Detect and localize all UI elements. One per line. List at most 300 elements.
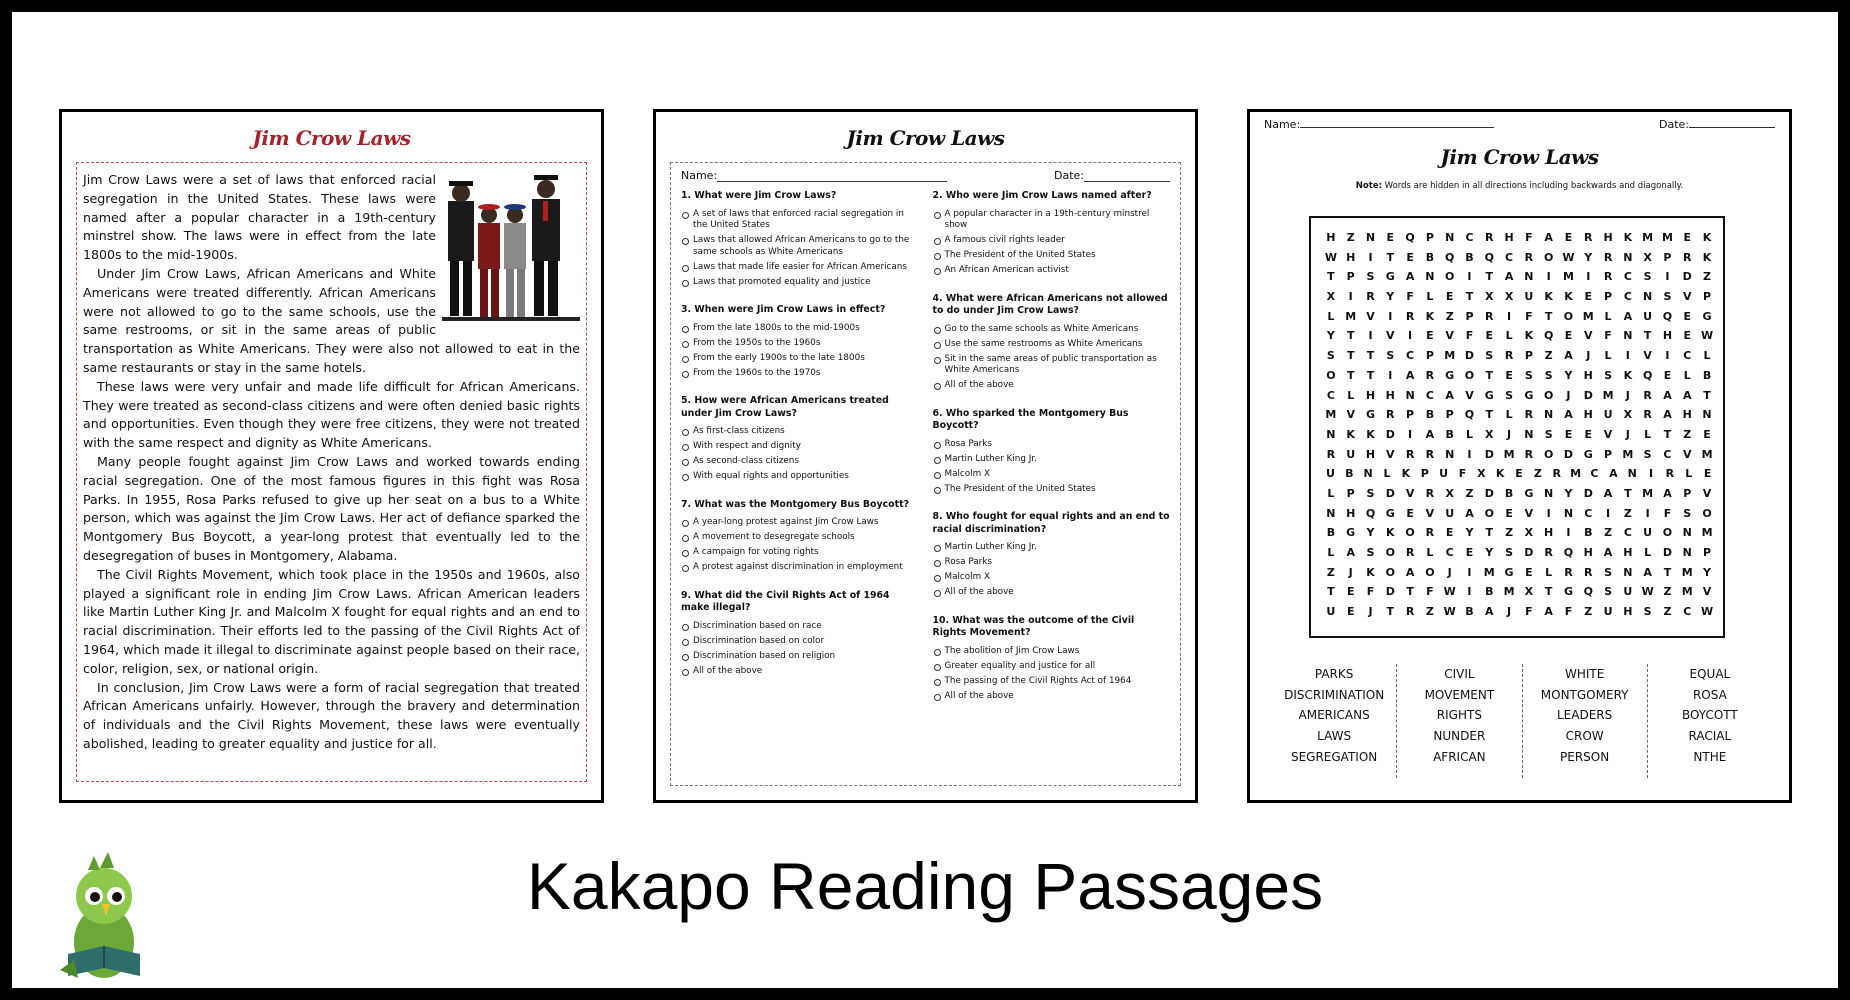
grid-letter[interactable]: S (1366, 546, 1375, 559)
grid-letter[interactable]: J (1368, 605, 1373, 619)
grid-letter[interactable]: I (1546, 506, 1551, 520)
grid-letter[interactable]: I (1408, 329, 1413, 343)
grid-letter[interactable]: I (1606, 506, 1611, 520)
grid-letter[interactable]: Q (1543, 329, 1554, 343)
grid-letter[interactable]: N (1524, 427, 1534, 441)
grid-letter[interactable]: G (1524, 388, 1534, 402)
grid-letter[interactable]: Z (1604, 526, 1613, 540)
grid-letter[interactable]: M (1562, 270, 1574, 284)
grid-letter[interactable]: T (1386, 605, 1395, 619)
grid-letter[interactable]: L (1505, 329, 1513, 343)
grid-letter[interactable]: A (1564, 408, 1573, 422)
grid-letter[interactable]: M (1444, 349, 1456, 363)
grid-letter[interactable]: V (1386, 447, 1395, 461)
answer-option[interactable]: From the late 1800s to the mid-1900s (681, 323, 919, 335)
grid-letter[interactable]: R (1584, 231, 1593, 244)
grid-letter[interactable]: A (1643, 565, 1652, 579)
grid-letter[interactable]: R (1564, 565, 1573, 579)
grid-letter[interactable]: Z (1465, 486, 1474, 500)
answer-option[interactable]: Laws that made life easier for African Americans (681, 262, 919, 274)
grid-letter[interactable]: R (1665, 467, 1675, 481)
grid-letter[interactable]: U (1346, 447, 1356, 461)
grid-letter[interactable]: C (1683, 349, 1692, 363)
grid-letter[interactable]: I (1645, 506, 1650, 520)
ws-date-line[interactable] (1689, 127, 1775, 128)
grid-letter[interactable]: L (1644, 546, 1652, 559)
grid-letter[interactable]: N (1405, 388, 1415, 402)
grid-letter[interactable]: N (1445, 231, 1455, 244)
grid-letter[interactable]: X (1524, 585, 1534, 599)
grid-letter[interactable]: H (1583, 546, 1593, 559)
grid-letter[interactable]: Z (1326, 565, 1335, 579)
grid-letter[interactable]: A (1603, 486, 1613, 500)
grid-letter[interactable]: V (1584, 329, 1593, 343)
grid-letter[interactable]: B (1425, 408, 1435, 422)
grid-letter[interactable]: F (1525, 231, 1533, 244)
grid-letter[interactable]: R (1524, 447, 1534, 461)
grid-letter[interactable]: V (1465, 388, 1474, 402)
grid-letter[interactable]: W (1324, 250, 1337, 264)
grid-letter[interactable]: H (1346, 506, 1356, 520)
grid-letter[interactable]: K (1495, 467, 1505, 481)
grid-letter[interactable]: O (1543, 447, 1554, 461)
grid-letter[interactable]: R (1524, 408, 1534, 422)
grid-letter[interactable]: E (1564, 329, 1573, 343)
grid-letter[interactable]: R (1552, 467, 1561, 481)
answer-option[interactable]: As second-class citizens (681, 456, 919, 468)
grid-letter[interactable]: A (1564, 349, 1573, 363)
date-line[interactable] (1084, 181, 1170, 182)
grid-letter[interactable]: L (1383, 467, 1391, 481)
grid-letter[interactable]: I (1665, 270, 1670, 284)
grid-letter[interactable]: B (1584, 526, 1593, 540)
grid-letter[interactable]: B (1485, 585, 1494, 599)
grid-letter[interactable]: J (1507, 427, 1512, 441)
grid-letter[interactable]: J (1507, 605, 1512, 619)
grid-letter[interactable]: R (1485, 309, 1494, 323)
grid-letter[interactable]: R (1425, 447, 1435, 461)
grid-letter[interactable]: H (1346, 250, 1356, 264)
grid-letter[interactable]: P (1524, 349, 1533, 363)
answer-option[interactable]: The President of the United States (933, 250, 1171, 262)
grid-letter[interactable]: T (1346, 368, 1355, 382)
answer-option[interactable]: All of the above (681, 666, 919, 678)
grid-letter[interactable]: Y (1366, 526, 1375, 540)
grid-letter[interactable]: B (1504, 486, 1514, 500)
grid-letter[interactable]: V (1386, 329, 1395, 343)
grid-letter[interactable]: D (1583, 486, 1593, 500)
answer-option[interactable]: A popular character in a 19th-century minstrel show (933, 209, 1171, 232)
grid-letter[interactable]: T (1386, 250, 1395, 264)
grid-letter[interactable]: R (1643, 408, 1652, 422)
grid-letter[interactable]: N (1623, 565, 1633, 579)
answer-option[interactable]: All of the above (933, 380, 1171, 392)
grid-letter[interactable]: Q (1642, 368, 1653, 382)
grid-letter[interactable]: E (1683, 231, 1691, 244)
grid-letter[interactable]: P (1604, 447, 1613, 461)
grid-letter[interactable]: Q (1563, 546, 1574, 559)
grid-letter[interactable]: D (1385, 585, 1395, 599)
grid-letter[interactable]: B (1326, 526, 1336, 540)
grid-letter[interactable]: P (1425, 231, 1434, 244)
grid-letter[interactable]: C (1465, 231, 1474, 244)
grid-letter[interactable]: C (1623, 290, 1632, 304)
grid-letter[interactable]: F (1465, 329, 1474, 343)
grid-letter[interactable]: Q (1662, 309, 1673, 323)
grid-letter[interactable]: S (1505, 546, 1514, 559)
grid-letter[interactable]: W (1562, 250, 1575, 264)
grid-letter[interactable]: N (1445, 447, 1455, 461)
grid-letter[interactable]: W (1443, 585, 1456, 599)
grid-letter[interactable]: O (1662, 526, 1673, 540)
grid-letter[interactable]: Z (1505, 526, 1514, 540)
grid-letter[interactable]: J (1348, 565, 1353, 579)
grid-letter[interactable]: R (1366, 290, 1375, 304)
grid-letter[interactable]: D (1464, 349, 1475, 363)
answer-option[interactable]: Discrimination based on race (681, 621, 919, 633)
grid-letter[interactable]: L (1683, 368, 1691, 382)
answer-option[interactable]: Use the same restrooms as White Americans (933, 339, 1171, 351)
grid-letter[interactable]: Z (1425, 605, 1434, 619)
grid-letter[interactable]: S (1544, 427, 1553, 441)
grid-letter[interactable]: E (1346, 605, 1355, 619)
grid-letter[interactable]: N (1425, 270, 1435, 284)
grid-letter[interactable]: R (1485, 231, 1494, 244)
grid-letter[interactable]: S (1643, 447, 1652, 461)
grid-letter[interactable]: R (1504, 349, 1514, 363)
grid-letter[interactable]: Y (1564, 368, 1573, 382)
grid-letter[interactable]: O (1445, 270, 1455, 284)
grid-letter[interactable]: G (1346, 526, 1356, 540)
grid-letter[interactable]: U (1643, 309, 1653, 323)
grid-letter[interactable]: F (1525, 309, 1533, 323)
grid-letter[interactable]: L (1465, 427, 1473, 441)
grid-letter[interactable]: S (1366, 270, 1375, 284)
grid-letter[interactable]: I (1368, 250, 1373, 264)
grid-letter[interactable]: I (1648, 467, 1654, 481)
grid-letter[interactable]: I (1408, 427, 1413, 441)
grid-letter[interactable]: L (1347, 388, 1355, 402)
grid-letter[interactable]: B (1425, 250, 1435, 264)
grid-letter[interactable]: T (1346, 349, 1355, 363)
grid-letter[interactable]: N (1326, 506, 1336, 520)
grid-letter[interactable]: I (1507, 309, 1512, 323)
grid-letter[interactable]: H (1544, 526, 1554, 540)
grid-letter[interactable]: V (1366, 309, 1375, 323)
grid-letter[interactable]: E (1584, 427, 1593, 441)
grid-letter[interactable]: L (1505, 408, 1513, 422)
grid-letter[interactable]: U (1325, 467, 1335, 481)
grid-letter[interactable]: K (1564, 290, 1573, 304)
grid-letter[interactable]: N (1623, 250, 1633, 264)
grid-letter[interactable]: C (1584, 506, 1593, 520)
grid-letter[interactable]: S (1386, 349, 1395, 363)
grid-letter[interactable]: D (1563, 447, 1574, 461)
grid-letter[interactable]: R (1524, 250, 1534, 264)
grid-letter[interactable]: K (1623, 368, 1633, 382)
grid-letter[interactable]: L (1644, 427, 1652, 441)
grid-letter[interactable]: M (1661, 231, 1673, 244)
grid-letter[interactable]: F (1525, 605, 1533, 619)
grid-letter[interactable]: Z (1663, 605, 1672, 619)
grid-letter[interactable]: G (1385, 270, 1395, 284)
grid-letter[interactable]: V (1702, 585, 1712, 599)
grid-letter[interactable]: N (1627, 467, 1637, 481)
grid-letter[interactable]: U (1524, 290, 1534, 304)
grid-letter[interactable]: P (1703, 290, 1712, 304)
answer-option[interactable]: As first-class citizens (681, 426, 919, 438)
grid-letter[interactable]: V (1346, 408, 1355, 422)
grid-letter[interactable]: U (1643, 526, 1653, 540)
grid-letter[interactable]: G (1445, 368, 1455, 382)
grid-letter[interactable]: X (1504, 290, 1514, 304)
grid-letter[interactable]: M (1642, 231, 1654, 244)
grid-letter[interactable]: A (1603, 546, 1613, 559)
grid-letter[interactable]: A (1609, 467, 1618, 481)
grid-letter[interactable]: I (1348, 290, 1353, 304)
grid-letter[interactable]: M (1602, 388, 1614, 402)
grid-letter[interactable]: M (1622, 447, 1634, 461)
grid-letter[interactable]: A (1663, 388, 1672, 402)
grid-letter[interactable]: H (1365, 388, 1376, 402)
grid-letter[interactable]: A (1682, 388, 1692, 402)
grid-letter[interactable]: K (1524, 329, 1534, 343)
grid-letter[interactable]: K (1544, 290, 1553, 304)
grid-letter[interactable]: K (1366, 565, 1375, 579)
grid-letter[interactable]: E (1703, 427, 1711, 441)
grid-letter[interactable]: I (1467, 270, 1472, 284)
answer-option[interactable]: A famous civil rights leader (933, 235, 1171, 247)
grid-letter[interactable]: X (1643, 250, 1652, 264)
grid-letter[interactable]: I (1546, 270, 1551, 284)
grid-letter[interactable]: G (1484, 388, 1494, 402)
grid-letter[interactable]: S (1505, 388, 1514, 402)
answer-option[interactable]: Laws that allowed African Americans to go to the same schools as White Americans (681, 235, 919, 258)
grid-letter[interactable]: E (1505, 368, 1513, 382)
grid-letter[interactable]: C (1683, 605, 1692, 619)
grid-letter[interactable]: L (1604, 349, 1612, 363)
grid-letter[interactable]: E (1515, 467, 1523, 481)
grid-letter[interactable]: E (1564, 231, 1573, 244)
grid-letter[interactable]: E (1584, 290, 1593, 304)
answer-option[interactable]: A movement to desegregate schools (681, 532, 919, 544)
grid-letter[interactable]: X (1524, 526, 1534, 540)
grid-letter[interactable]: I (1625, 349, 1630, 363)
grid-letter[interactable]: Z (1346, 231, 1355, 244)
grid-letter[interactable]: F (1458, 467, 1467, 481)
answer-option[interactable]: A set of laws that enforced racial segregation in the United States (681, 209, 919, 232)
grid-letter[interactable]: J (1625, 388, 1630, 402)
grid-letter[interactable]: K (1623, 231, 1633, 244)
grid-letter[interactable]: Q (1445, 250, 1455, 264)
grid-letter[interactable]: N (1326, 427, 1336, 441)
answer-option[interactable]: From the 1950s to the 1960s (681, 338, 919, 350)
grid-letter[interactable]: F (1604, 329, 1612, 343)
grid-letter[interactable]: S (1524, 368, 1533, 382)
grid-letter[interactable]: Y (1584, 250, 1593, 264)
ws-name-line[interactable] (1300, 127, 1494, 128)
grid-letter[interactable]: I (1665, 349, 1670, 363)
grid-letter[interactable]: K (1386, 526, 1395, 540)
grid-letter[interactable]: U (1326, 605, 1336, 619)
grid-letter[interactable]: S (1604, 585, 1613, 599)
answer-option[interactable]: Go to the same schools as White Americans (933, 324, 1171, 336)
grid-letter[interactable]: B (1445, 427, 1454, 441)
answer-option[interactable]: From the early 1900s to the late 1800s (681, 353, 919, 365)
grid-letter[interactable]: J (1586, 349, 1591, 363)
grid-letter[interactable]: S (1643, 270, 1652, 284)
grid-letter[interactable]: E (1505, 506, 1513, 520)
grid-letter[interactable]: V (1445, 329, 1454, 343)
grid-letter[interactable]: T (1327, 270, 1335, 284)
grid-letter[interactable]: E (1386, 231, 1395, 244)
grid-letter[interactable]: A (1425, 427, 1435, 441)
name-line[interactable] (717, 181, 947, 182)
grid-letter[interactable]: R (1326, 447, 1336, 461)
grid-letter[interactable]: G (1504, 565, 1514, 579)
grid-letter[interactable]: P (1604, 290, 1613, 304)
grid-letter[interactable]: B (1465, 605, 1474, 619)
answer-option[interactable]: The abolition of Jim Crow Laws (933, 646, 1171, 658)
grid-letter[interactable]: R (1405, 447, 1415, 461)
grid-letter[interactable]: A (1663, 408, 1672, 422)
grid-letter[interactable]: E (1406, 250, 1414, 264)
grid-letter[interactable]: R (1584, 565, 1593, 579)
answer-option[interactable]: A campaign for voting rights (681, 547, 919, 559)
grid-letter[interactable]: E (1683, 309, 1691, 323)
grid-letter[interactable]: A (1405, 565, 1415, 579)
grid-letter[interactable]: T (1366, 368, 1375, 382)
grid-letter[interactable]: Z (1584, 605, 1593, 619)
grid-letter[interactable]: B (1465, 250, 1474, 264)
grid-letter[interactable]: L (1327, 486, 1335, 500)
grid-letter[interactable]: E (1445, 526, 1454, 540)
grid-letter[interactable]: R (1425, 368, 1435, 382)
grid-letter[interactable]: Q (1583, 585, 1593, 599)
grid-letter[interactable]: Z (1663, 585, 1672, 599)
grid-letter[interactable]: U (1603, 408, 1613, 422)
grid-letter[interactable]: R (1544, 546, 1553, 559)
grid-letter[interactable]: S (1366, 486, 1375, 500)
answer-option[interactable]: Sit in the same areas of public transportation as White Americans (933, 354, 1171, 377)
answer-option[interactable]: The passing of the Civil Rights Act of 1964 (933, 676, 1171, 688)
grid-letter[interactable]: C (1425, 388, 1434, 402)
grid-letter[interactable]: T (1703, 388, 1711, 402)
grid-letter[interactable]: R (1405, 546, 1415, 559)
grid-letter[interactable]: P (1683, 486, 1692, 500)
grid-letter[interactable]: C (1445, 546, 1454, 559)
grid-letter[interactable]: T (1485, 368, 1494, 382)
grid-letter[interactable]: A (1663, 486, 1672, 500)
grid-letter[interactable]: A (1544, 231, 1553, 244)
answer-option[interactable]: Rosa Parks (933, 439, 1171, 451)
grid-letter[interactable]: Z (1533, 467, 1542, 481)
grid-letter[interactable]: S (1326, 349, 1335, 363)
grid-letter[interactable]: H (1662, 329, 1673, 343)
grid-letter[interactable]: C (1590, 467, 1599, 481)
grid-letter[interactable]: A (1445, 388, 1454, 402)
grid-letter[interactable]: R (1405, 605, 1415, 619)
grid-letter[interactable]: Z (1703, 270, 1712, 284)
grid-letter[interactable]: N (1682, 546, 1692, 559)
grid-letter[interactable]: J (1566, 388, 1571, 402)
grid-letter[interactable]: N (1623, 329, 1633, 343)
grid-letter[interactable]: H (1603, 231, 1613, 244)
grid-letter[interactable]: H (1385, 388, 1395, 402)
grid-letter[interactable]: T (1544, 585, 1553, 599)
grid-letter[interactable]: P (1445, 408, 1454, 422)
grid-letter[interactable]: R (1386, 408, 1395, 422)
grid-letter[interactable]: G (1702, 309, 1712, 323)
grid-letter[interactable]: C (1623, 526, 1632, 540)
grid-letter[interactable]: M (1681, 585, 1693, 599)
grid-letter[interactable]: W (1641, 585, 1654, 599)
grid-letter[interactable]: Q (1464, 408, 1475, 422)
grid-letter[interactable]: T (1327, 585, 1335, 599)
grid-letter[interactable]: S (1683, 506, 1692, 520)
grid-letter[interactable]: L (1327, 309, 1335, 323)
grid-letter[interactable]: G (1563, 585, 1573, 599)
grid-letter[interactable]: T (1663, 427, 1672, 441)
grid-letter[interactable]: O (1425, 565, 1435, 579)
answer-option[interactable]: Discrimination based on color (681, 636, 919, 648)
grid-letter[interactable]: J (1447, 565, 1452, 579)
grid-letter[interactable]: C (1623, 270, 1632, 284)
grid-letter[interactable]: K (1346, 427, 1355, 441)
grid-letter[interactable]: H (1365, 447, 1376, 461)
grid-letter[interactable]: Z (1445, 309, 1454, 323)
grid-letter[interactable]: I (1467, 447, 1472, 461)
grid-letter[interactable]: U (1445, 506, 1455, 520)
grid-letter[interactable]: O (1543, 250, 1554, 264)
grid-letter[interactable]: G (1385, 506, 1395, 520)
grid-letter[interactable]: T (1406, 585, 1414, 599)
answer-option[interactable]: From the 1960s to the 1970s (681, 368, 919, 380)
grid-letter[interactable]: P (1425, 349, 1434, 363)
grid-letter[interactable]: E (1663, 368, 1672, 382)
grid-letter[interactable]: A (1465, 506, 1474, 520)
grid-letter[interactable]: D (1484, 486, 1494, 500)
grid-letter[interactable]: E (1564, 427, 1573, 441)
grid-letter[interactable]: G (1583, 447, 1593, 461)
grid-letter[interactable]: R (1425, 526, 1435, 540)
grid-letter[interactable]: D (1484, 447, 1494, 461)
grid-letter[interactable]: L (1545, 565, 1553, 579)
answer-option[interactable]: A protest against discrimination in employment (681, 562, 919, 574)
grid-letter[interactable]: M (1642, 486, 1654, 500)
grid-letter[interactable]: F (1366, 585, 1375, 599)
grid-letter[interactable]: D (1385, 427, 1395, 441)
grid-letter[interactable]: T (1485, 526, 1494, 540)
grid-letter[interactable]: I (1388, 309, 1393, 323)
grid-letter[interactable]: O (1385, 546, 1395, 559)
grid-letter[interactable]: Q (1405, 231, 1415, 244)
grid-letter[interactable]: I (1566, 526, 1571, 540)
grid-letter[interactable]: V (1682, 290, 1692, 304)
grid-letter[interactable]: Y (1386, 290, 1395, 304)
grid-letter[interactable]: U (1623, 585, 1633, 599)
grid-letter[interactable]: A (1485, 605, 1494, 619)
grid-letter[interactable]: N (1563, 506, 1574, 520)
grid-letter[interactable]: V (1603, 427, 1613, 441)
grid-letter[interactable]: N (1702, 408, 1712, 422)
grid-letter[interactable]: K (1702, 231, 1712, 244)
grid-letter[interactable]: F (1426, 585, 1434, 599)
grid-letter[interactable]: X (1445, 486, 1454, 500)
grid-letter[interactable]: P (1703, 546, 1712, 559)
grid-letter[interactable]: D (1662, 546, 1673, 559)
grid-letter[interactable]: K (1702, 250, 1712, 264)
